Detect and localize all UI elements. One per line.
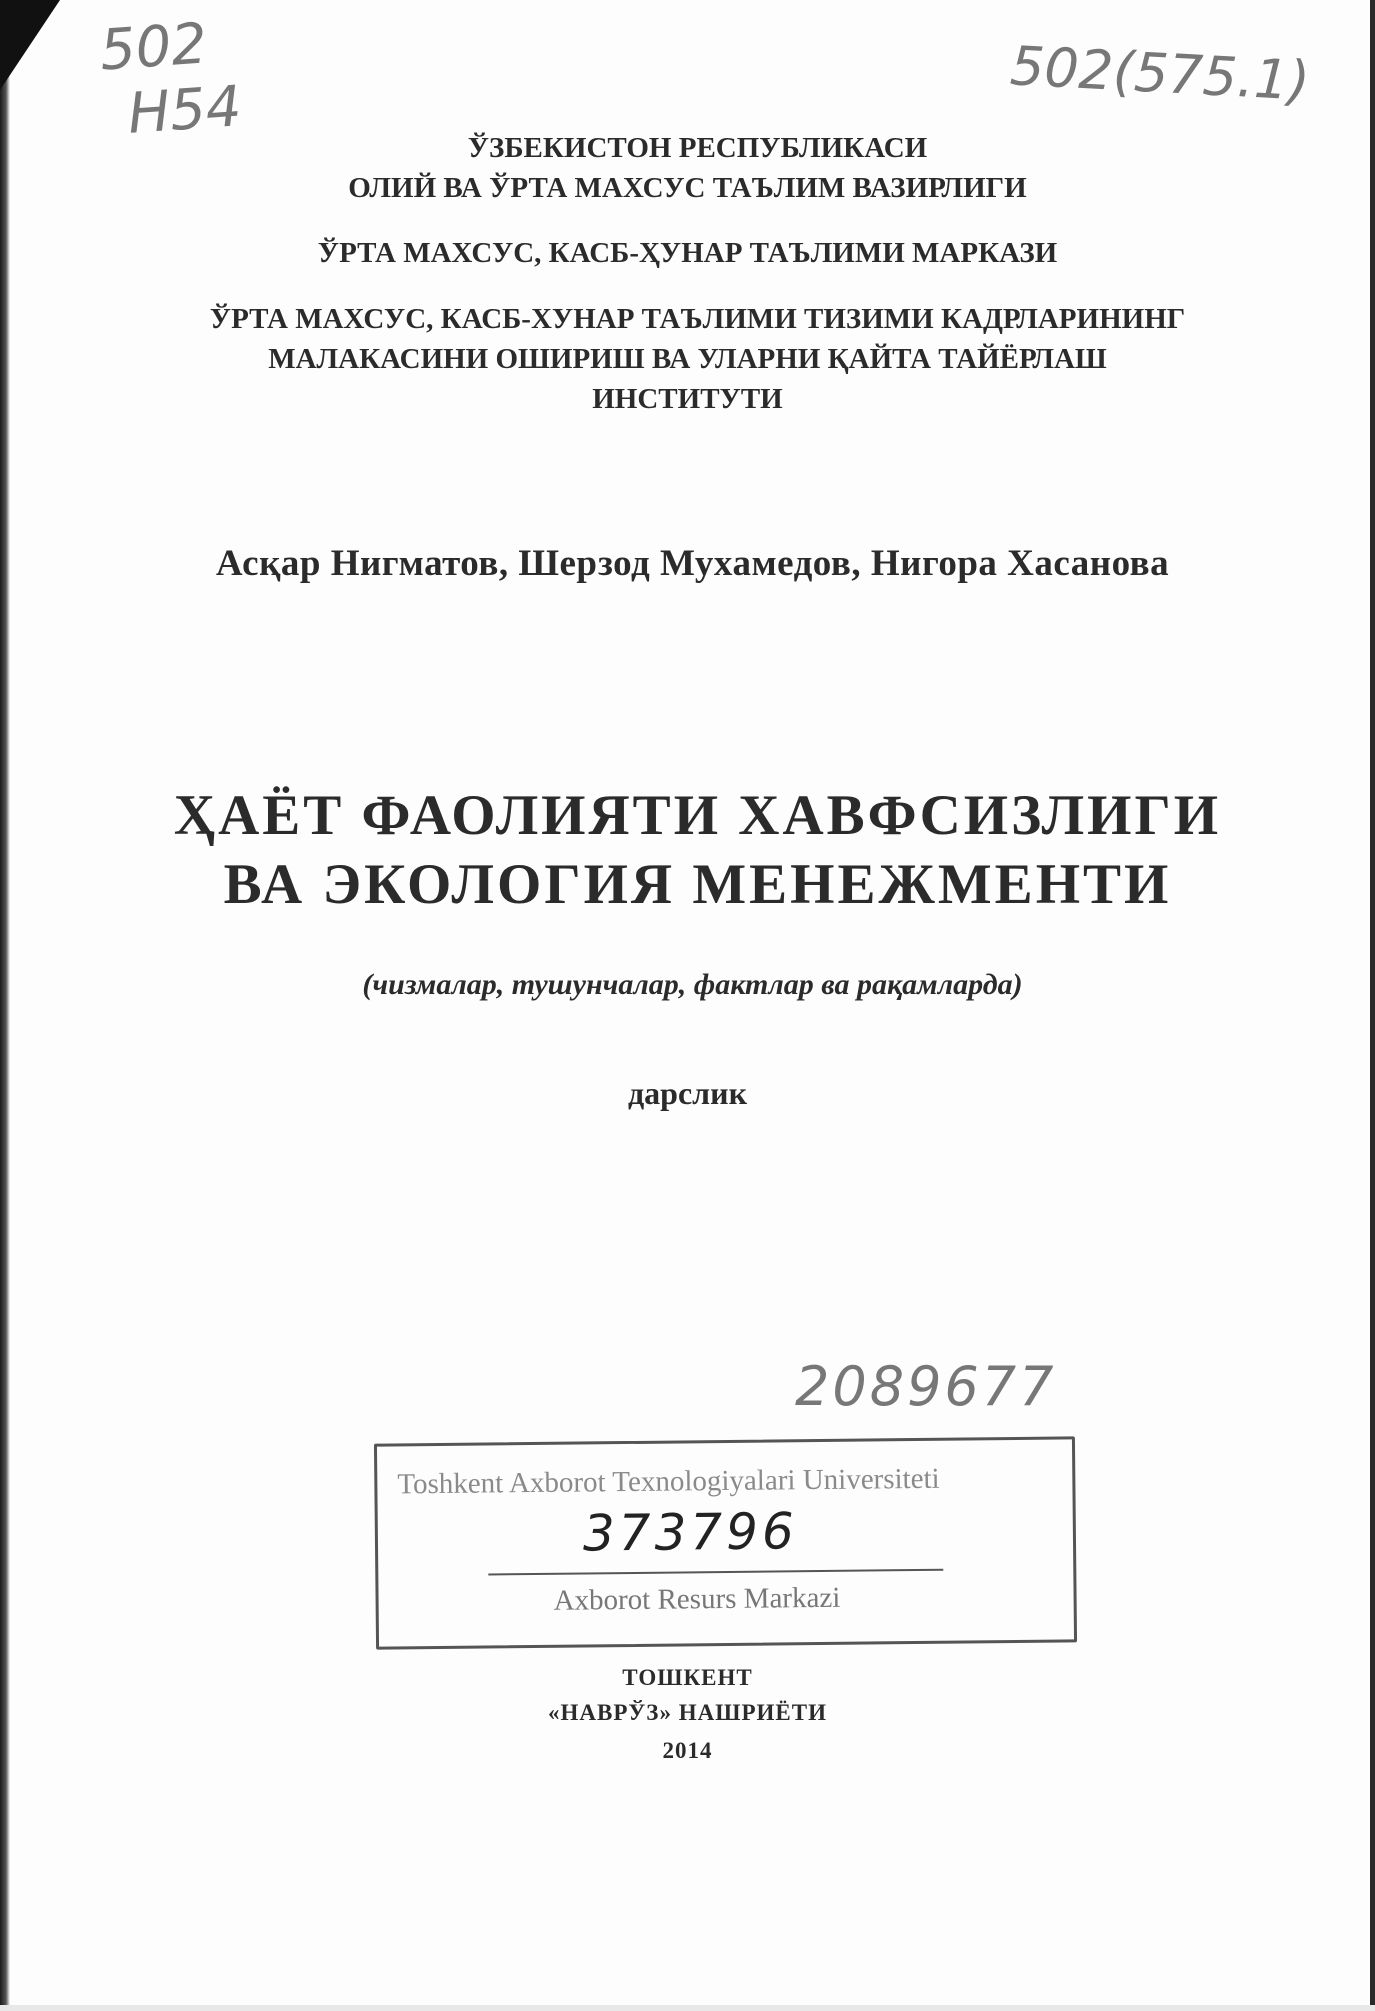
stamp-university: Toshkent Axborot Texnologiyalari Universiteti	[397, 1462, 940, 1501]
header-institute-line2: МАЛАКАСИНИ ОШИРИШ ВА УЛАРНИ ҚАЙТА ТАЙЁРЛАШ	[268, 343, 1107, 375]
handwritten-udc-code: 502(575.1)	[1008, 34, 1312, 113]
book-subtitle: (чизмалар, тушунчалар, фактлар ва рақамларда)	[362, 968, 1023, 1001]
book-kind: дарслик	[627, 1075, 747, 1111]
header-institute-line3: ИНСТИТУТИ	[592, 383, 783, 415]
header-ministry: ОЛИЙ ВА ЎРТА МАХСУС ТАЪЛИМ ВАЗИРЛИГИ	[348, 172, 1027, 204]
imprint-publisher: «НАВРЎЗ» НАШРИЁТИ	[548, 1700, 827, 1725]
stamp-number: 373796	[582, 1502, 799, 1563]
stamp-underline	[488, 1569, 943, 1576]
library-stamp	[374, 1436, 1077, 1649]
header-institute-line1: ЎРТА МАХСУС, КАСБ-ХУНАР ТАЪЛИМИ ТИЗИМИ КАДРЛАРИНИНГ	[209, 303, 1186, 335]
book-title-line2: ВА ЭКОЛОГИЯ МЕНЕЖМЕНТИ	[223, 853, 1172, 916]
header-republic: ЎЗБЕКИСТОН РЕСПУБЛИКАСИ	[467, 132, 928, 164]
authors: Асқар Нигматов, Шерзод Мухамедов, Нигора Хасанова	[215, 543, 1170, 584]
handwritten-inventory-number: 2089677	[795, 1355, 1057, 1418]
handwritten-author-code: Н54	[125, 74, 244, 147]
imprint-year: 2014	[662, 1738, 713, 1763]
scan-corner-shadow	[0, 0, 60, 90]
book-title-line1: ҲАЁТ ФАОЛИЯТИ ХАВФСИЗЛИГИ	[173, 784, 1222, 847]
handwritten-class-code: 502	[97, 11, 210, 84]
imprint-city: ТОШКЕНТ	[622, 1665, 753, 1690]
header-center: ЎРТА МАХСУС, КАСБ-ҲУНАР ТАЪЛИМИ МАРКАЗИ	[317, 237, 1058, 269]
stamp-center: Axborot Resurs Markazi	[553, 1581, 841, 1617]
scan-bottom-edge	[0, 2005, 1375, 2011]
